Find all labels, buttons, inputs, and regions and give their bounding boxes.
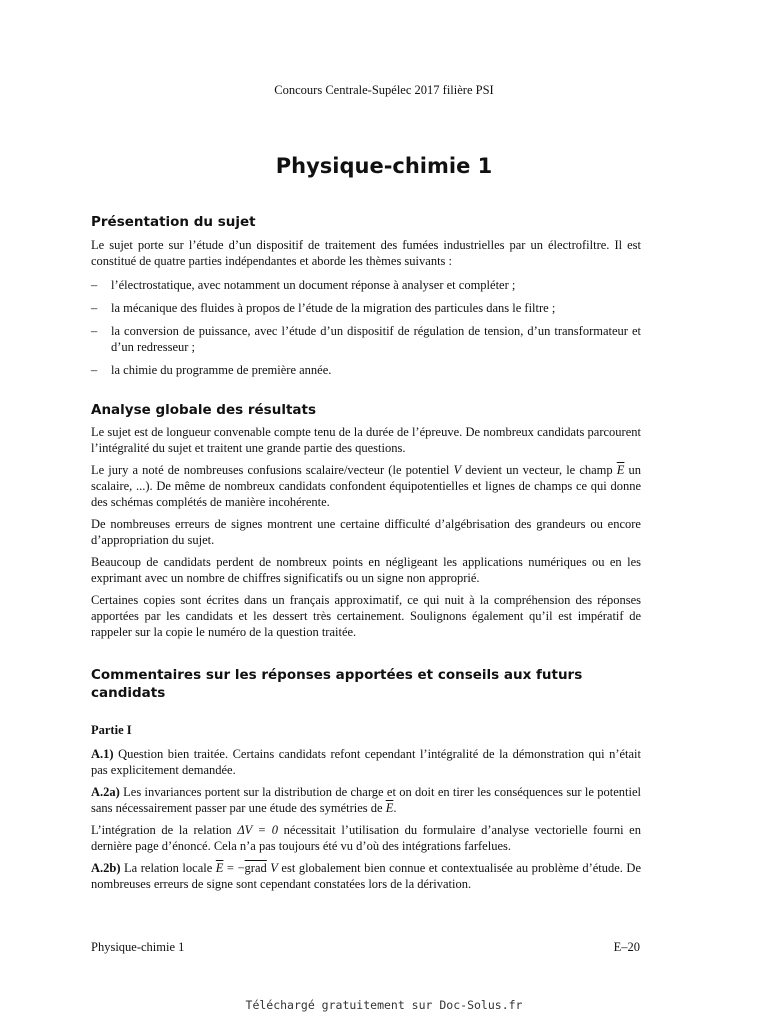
section-heading-presentation: Présentation du sujet (91, 214, 256, 230)
analyse-paragraph-4: Beaucoup de candidats perdent de nombreux points en négligeant les applications numériques ou en les exprimant avec un nombre de chiffres significatifs ou un signe non approprié. (91, 555, 641, 585)
page-number: E–20 (613, 940, 640, 954)
text-run: nécessitait l’utilisation du formulaire d’analyse vectorielle fourni en dernière page d’énoncé. Cela n’a pas toujours été vu d’où des intégrations farfelues. (91, 823, 641, 853)
text-run: La relation locale (120, 861, 216, 875)
section-heading-commentaires: Commentaires sur les réponses apportées et conseils aux futurs candidats (91, 667, 583, 701)
bullet-dash: – (91, 363, 98, 377)
text-run: Question bien traitée. Certains candidats refont cependant l’intégralité de la démonstration qui n’était pas explicitement demandée. (91, 747, 641, 777)
text-run: Le jury a noté de nombreuses confusions scalaire/vecteur (le potentiel (91, 463, 454, 477)
analyse-paragraph-5: Certaines copies sont écrites dans un français approximatif, ce qui nuit à la compréhension des réponses apportées par les candidats et les dessert très certainement. Soulignons également qu’il est impératif de rappeler sur la copie le numéro de la question traitée. (91, 593, 641, 639)
bullet-dash: – (91, 324, 98, 338)
page-title: Physique-chimie 1 (275, 154, 493, 178)
math-operator: grad (244, 861, 267, 875)
analyse-paragraph-2 (91, 462, 641, 510)
math-expression: ΔV = 0 (237, 823, 279, 837)
math-vector: $\overline{E}$ (385, 801, 394, 815)
text-run: Les invariances portent sur la distribution de charge et on doit en tirer les conséquences sur le potentiel sans nécessairement passer par une étude des symétries de (91, 785, 641, 815)
presentation-intro: Le sujet porte sur l’étude d’un dispositif de traitement des fumées industrielles par un électrofiltre. Il est constitué de quatre parties indépendantes et aborde les thèmes suivants : (91, 238, 641, 268)
integration-paragraph (91, 822, 641, 854)
list-item (91, 277, 641, 293)
themes-list (91, 277, 641, 378)
math-variable: V (270, 861, 278, 875)
text-run: devient un vecteur, le champ (461, 463, 617, 477)
page-header: Concours Centrale-Supélec 2017 filière PSI (274, 83, 494, 97)
analyse-paragraph-3: De nombreuses erreurs de signes montrent une certaine difficulté d’algébrisation des grandeurs ou encore d’appropriation du sujet. (91, 517, 641, 547)
bullet-dash: – (91, 301, 98, 315)
footer-title: Physique-chimie 1 (91, 940, 185, 954)
text-run: est globalement bien connue et contextualisée au problème d’étude. De nombreuses erreurs de signe sont cependant constatées lors de la dérivation. (91, 861, 642, 891)
section-heading-analyse: Analyse globale des résultats (91, 402, 317, 418)
math-vector: $\overline{E}$ (215, 861, 224, 875)
list-item (91, 300, 641, 316)
text-run: un scalaire, ...). De même de nombreux candidats confondent équipotentielles et lignes de champs ce qui donne des schémas complétés de manière incohérente. (91, 463, 641, 509)
question-label: A.2b) (91, 861, 121, 875)
answer-a2b (91, 860, 641, 892)
download-notice: Téléchargé gratuitement sur Doc-Solus.fr (245, 998, 523, 1012)
analyse-paragraph-1: Le sujet est de longueur convenable compte tenu de la durée de l’épreuve. De nombreux candidats parcourent l’intégralité du sujet et traitent une grande partie des questions. (91, 425, 641, 455)
section-presentation (91, 213, 641, 378)
section-commentaires (91, 666, 641, 892)
text-run: L’intégration de la relation (91, 823, 238, 837)
list-item-text: la conversion de puissance, avec l’étude d’un dispositif de régulation de tension, d’un transformateur et d’un redresseur ; (111, 324, 641, 354)
list-item-text: la mécanique des fluides à propos de l’étude de la migration des particules dans le filtre ; (111, 301, 556, 315)
page-content (91, 213, 641, 892)
list-item (91, 323, 641, 355)
math-variable: V (453, 463, 462, 477)
text-run: . (393, 801, 397, 815)
question-label: A.2a) (91, 785, 120, 799)
section-analyse (91, 401, 641, 640)
bullet-dash: – (91, 278, 98, 292)
math-vector: $\overline{E}$ (616, 463, 625, 477)
list-item (91, 362, 641, 378)
list-item-text: la chimie du programme de première année. (111, 363, 332, 377)
text-run: = − (223, 861, 245, 875)
answer-a2a (91, 784, 641, 816)
partie-heading: Partie I (91, 723, 132, 737)
list-item-text: l’électrostatique, avec notamment un document réponse à analyser et compléter ; (111, 278, 516, 292)
answer-a1 (91, 746, 641, 778)
question-label: A.1) (91, 747, 114, 761)
